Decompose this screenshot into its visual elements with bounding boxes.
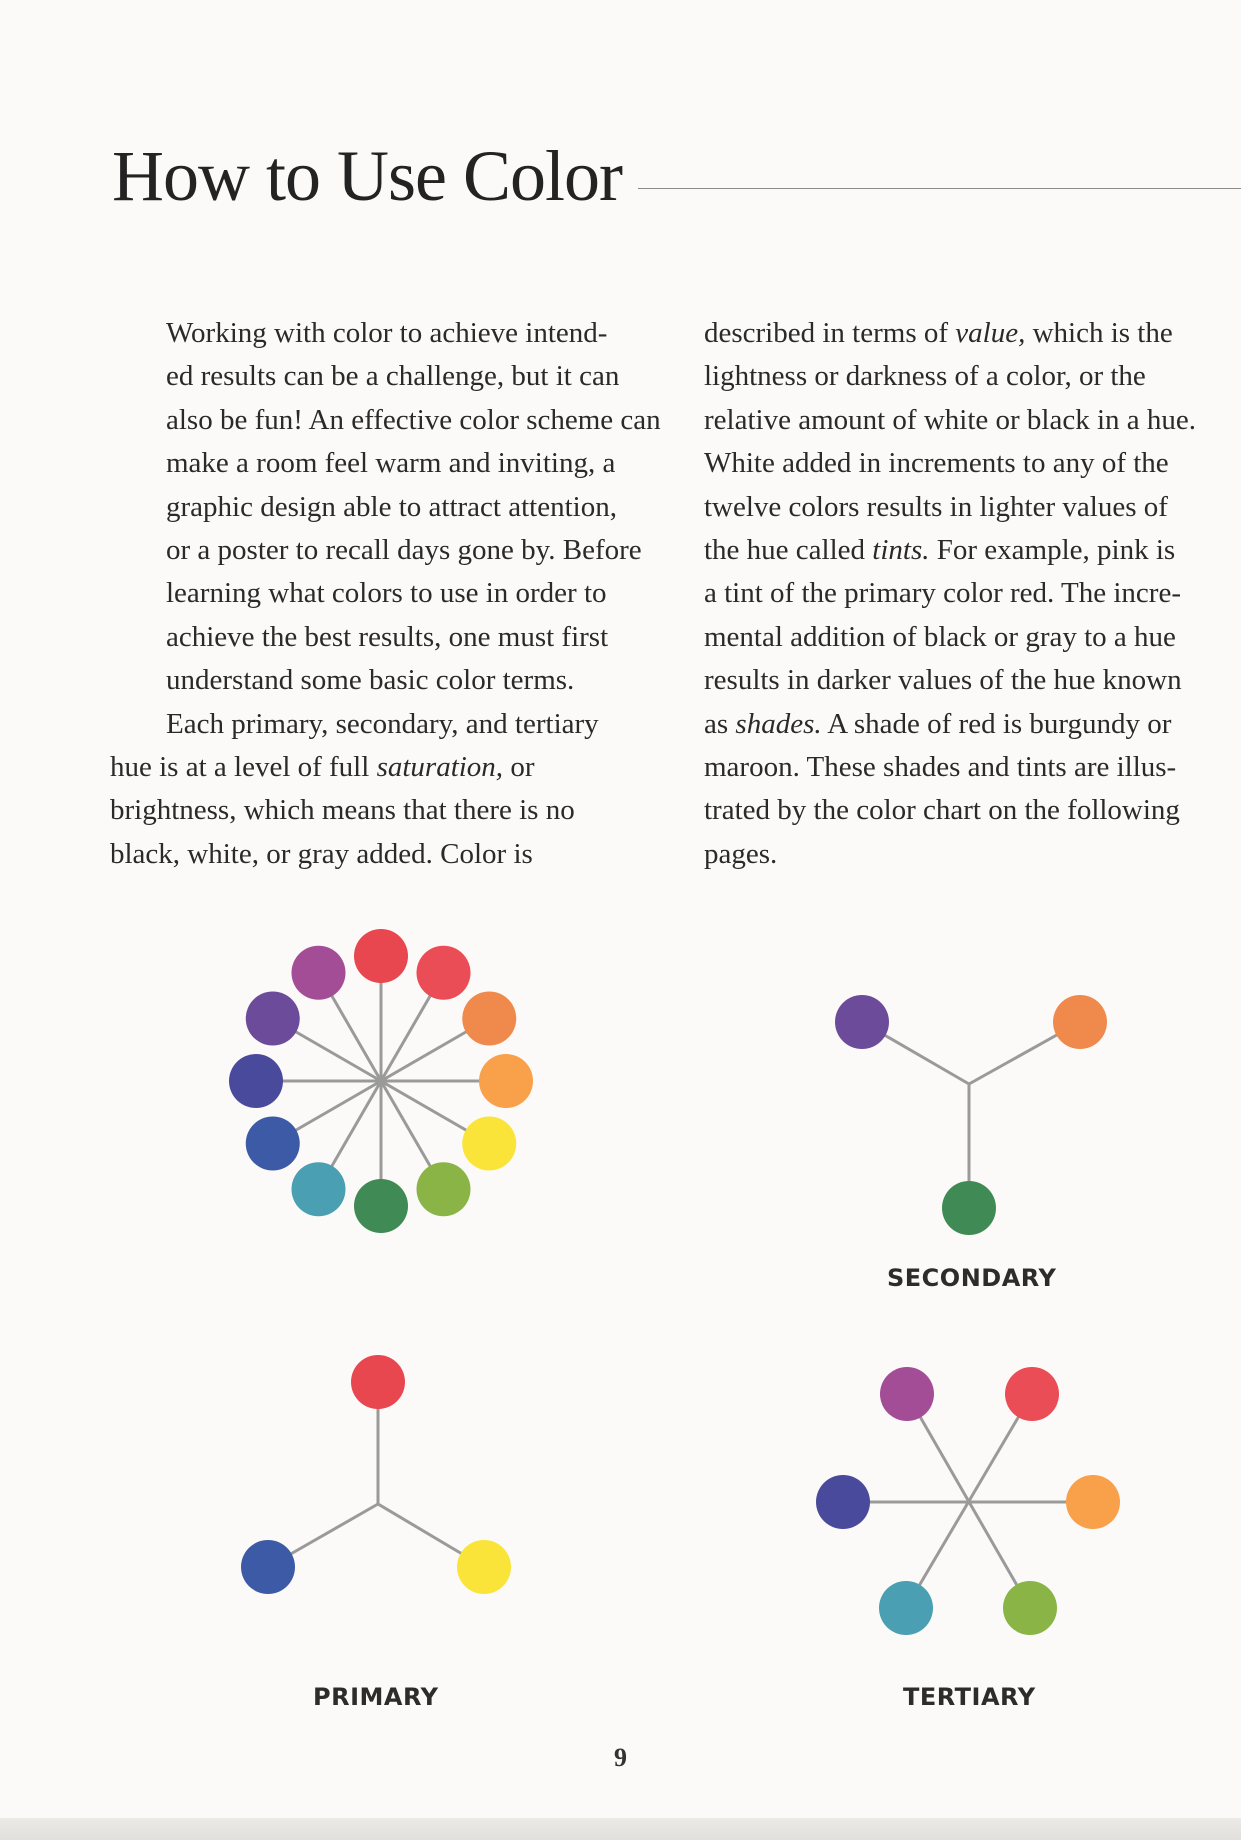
text-line: Each primary, secondary, and tertiary	[166, 707, 599, 740]
primary-red-dot	[351, 1355, 405, 1409]
primary-blue-dot	[241, 1540, 295, 1594]
term-value: value,	[955, 317, 1026, 349]
text-line: black, white, or gray added. Color is	[110, 837, 533, 870]
text-line: or a poster to recall days gone by. Before	[166, 534, 642, 567]
primary-colors-diagram	[241, 1355, 511, 1594]
tertiary-yellow-orange-dot	[1066, 1475, 1120, 1529]
scan-edge	[0, 1818, 1241, 1840]
wheel-color-dot	[354, 929, 408, 983]
wheel-color-dot	[354, 1179, 408, 1233]
secondary-colors-diagram	[835, 995, 1107, 1235]
text-line: a tint of the primary color red. The incre-	[704, 577, 1181, 610]
text-line: hue is at a level of full saturation, or	[110, 751, 535, 784]
text-line: lightness or darkness of a color, or the	[704, 360, 1146, 393]
tertiary-label: TERTIARY	[903, 1683, 1036, 1711]
wheel-color-dot	[417, 946, 471, 1000]
text-line: trated by the color chart on the following	[704, 794, 1180, 827]
tertiary-red-violet-dot	[880, 1367, 934, 1421]
secondary-purple-dot	[835, 995, 889, 1049]
text-line: White added in increments to any of the	[704, 447, 1169, 480]
text-line: learning what colors to use in order to	[166, 577, 607, 610]
term-tints: tints.	[872, 534, 930, 567]
text-line: described in terms of value, which is the	[704, 317, 1173, 349]
tertiary-colors-diagram	[816, 1367, 1120, 1635]
term-saturation: saturation,	[376, 751, 504, 784]
primary-label: PRIMARY	[313, 1683, 439, 1711]
text-line: as shades. A shade of red is burgundy or	[704, 707, 1172, 740]
wheel-color-dot	[246, 1117, 300, 1171]
wheel-color-dot	[479, 1054, 533, 1108]
color-wheel-diagram	[229, 929, 533, 1233]
wheel-color-dot	[292, 1162, 346, 1216]
text-line: maroon. These shades and tints are illus-	[704, 751, 1177, 784]
tertiary-blue-green-dot	[879, 1581, 933, 1635]
text-line: understand some basic color terms.	[166, 664, 575, 697]
text-line: Working with color to achieve intend-	[166, 317, 608, 349]
tertiary-red-orange-dot	[1005, 1367, 1059, 1421]
text-line: mental addition of black or gray to a hue	[704, 620, 1176, 653]
text-line: graphic design able to attract attention,	[166, 490, 617, 523]
secondary-green-dot	[942, 1181, 996, 1235]
wheel-color-dot	[246, 992, 300, 1046]
text-line: brightness, which means that there is no	[110, 794, 575, 827]
text-line: ed results can be a challenge, but it can	[166, 360, 620, 393]
secondary-label: SECONDARY	[887, 1264, 1057, 1292]
primary-yellow-dot	[457, 1540, 511, 1594]
wheel-color-dot	[417, 1162, 471, 1216]
wheel-color-dot	[229, 1054, 283, 1108]
wheel-color-dot	[292, 946, 346, 1000]
page-title: How to Use Color	[112, 136, 622, 216]
term-shades: shades.	[735, 707, 822, 740]
tertiary-blue-violet-dot	[816, 1475, 870, 1529]
text-line: the hue called tints. For example, pink is	[704, 534, 1176, 567]
text-line: pages.	[704, 837, 778, 870]
text-line: achieve the best results, one must first	[166, 620, 609, 653]
text-line: also be fun! An effective color scheme can	[166, 403, 661, 436]
text-line: make a room feel warm and inviting, a	[166, 447, 616, 480]
text-line: results in darker values of the hue known	[704, 664, 1182, 697]
page-number: 9	[614, 1743, 627, 1772]
secondary-orange-dot	[1053, 995, 1107, 1049]
wheel-color-dot	[462, 992, 516, 1046]
text-line: relative amount of white or black in a hue.	[704, 403, 1197, 436]
tertiary-yellow-green-dot	[1003, 1581, 1057, 1635]
text-line: twelve colors results in lighter values of	[704, 490, 1168, 523]
wheel-color-dot	[462, 1117, 516, 1171]
